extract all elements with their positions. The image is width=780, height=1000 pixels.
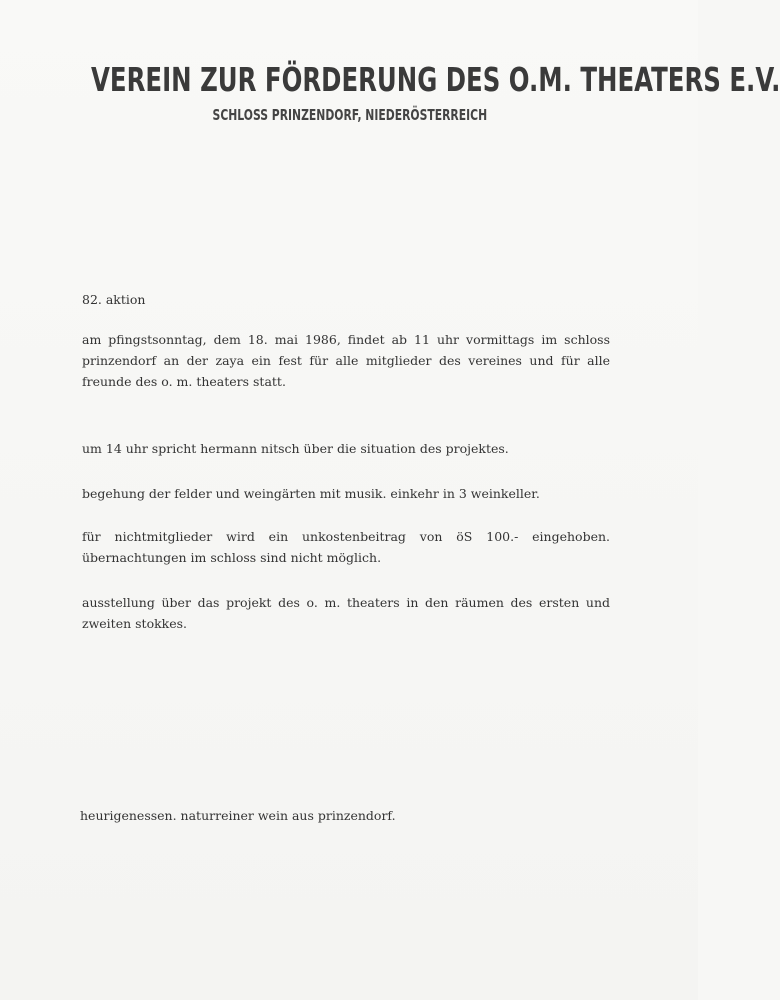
paragraph-walk: begehung der felder und weingärten mit musik. einkehr in 3 weinkeller. <box>82 486 540 501</box>
document-heading: 82. aktion <box>82 292 146 307</box>
letterhead-title: VEREIN ZUR FÖRDERUNG DES O.M. THEATERS E.V. <box>91 60 780 99</box>
paragraph-fee: für nichtmitglieder wird ein unkostenbeitrag von öS 100.- eingehoben. übernachtungen im schloss sind nicht möglich. <box>82 529 610 565</box>
paragraph-food-wine: heurigenessen. naturreiner wein aus prinzendorf. <box>80 808 396 823</box>
paragraph-fest-announcement: am pfingstsonntag, dem 18. mai 1986, findet ab 11 uhr vormittags im schloss prinzendorf an der zaya ein fest für alle mitglieder des vereines und für alle freunde des o. m. theaters statt. <box>82 332 610 389</box>
paragraph-speech: um 14 uhr spricht hermann nitsch über die situation des projektes. <box>82 441 509 456</box>
letterhead-subtitle: SCHLOSS PRINZENDORF, NIEDERÖSTERREICH <box>212 106 488 124</box>
paragraph-exhibition: ausstellung über das projekt des o. m. theaters in den räumen des ersten und zweiten stokkes. <box>82 595 610 631</box>
